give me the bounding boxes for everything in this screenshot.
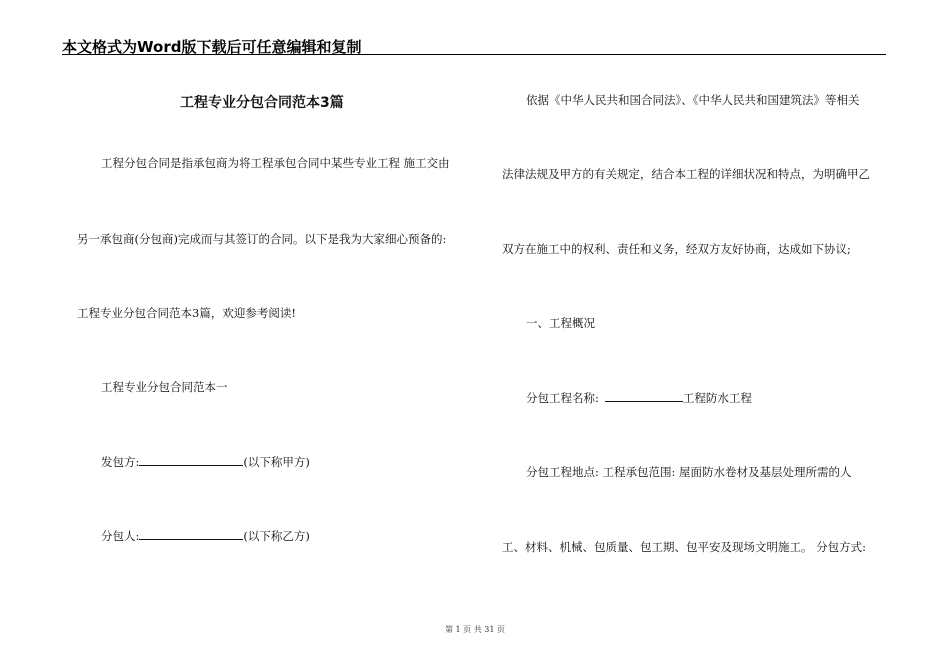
document-title: 工程专业分包合同范本3篇 bbox=[180, 95, 344, 111]
project-name-label: 分包工程名称: bbox=[526, 391, 599, 405]
document-header: 本文格式为Word版下载后可任意编辑和复制 bbox=[62, 38, 362, 56]
project-name-suffix: 工程防水工程 bbox=[682, 391, 752, 405]
project-name-blank bbox=[605, 391, 683, 402]
paragraph-intro-3: 工程专业分包合同范本3篇，欢迎参考阅读! bbox=[77, 306, 296, 320]
employer-suffix: (以下称甲方) bbox=[243, 455, 310, 469]
employer-blank bbox=[139, 455, 243, 466]
subcontractor-label: 分包人: bbox=[101, 529, 140, 543]
paragraph-intro-2: 另一承包商(分包商)完成而与其签订的合同。以下是我为大家细心预备的: bbox=[77, 232, 447, 246]
right-paragraph-1: 依据《中华人民共和国合同法》、《中华人民共和国建筑法》等相关 bbox=[526, 93, 860, 107]
header-divider bbox=[62, 54, 886, 55]
right-paragraph-2: 法律法规及甲方的有关规定，结合本工程的详细状况和特点，为明确甲乙 bbox=[502, 167, 870, 181]
right-paragraph-3: 双方在施工中的权利、责任和义务，经双方友好协商，达成如下协议; bbox=[502, 242, 851, 256]
subcontractor-blank bbox=[139, 529, 243, 540]
right-paragraph-scope: 工、材料、机械、包质量、包工期、包平安及现场文明施工。 分包方式: bbox=[502, 540, 867, 554]
project-name-line bbox=[526, 391, 752, 405]
paragraph-intro-1: 工程分包合同是指承包商为将工程承包合同中某些专业工程 施工交由 bbox=[101, 156, 450, 170]
page-number: 第 1 页 共 31 页 bbox=[445, 625, 505, 634]
employer-label: 发包方: bbox=[101, 455, 140, 469]
subcontractor-line bbox=[101, 529, 310, 543]
section-heading-overview: 一、工程概况 bbox=[526, 316, 595, 330]
subcontractor-suffix: (以下称乙方) bbox=[243, 529, 310, 543]
right-paragraph-location: 分包工程地点: 工程承包范围: 屋面防水卷材及基层处理所需的人 bbox=[526, 465, 852, 479]
section-heading-sample-1: 工程专业分包合同范本一 bbox=[101, 380, 228, 394]
employer-line bbox=[101, 455, 310, 469]
